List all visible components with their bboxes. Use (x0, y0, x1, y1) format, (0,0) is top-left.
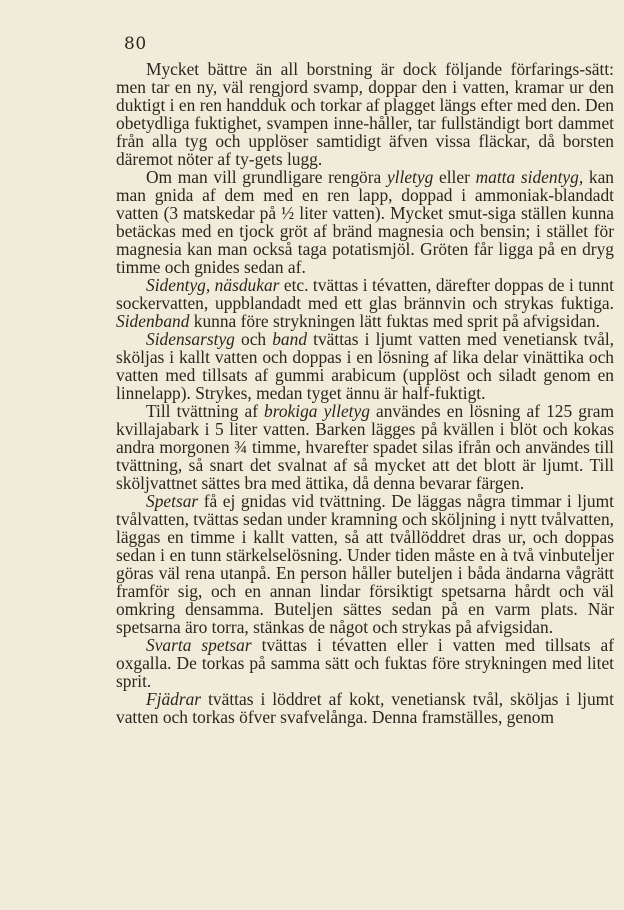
italic-term: ylletyg (386, 167, 434, 187)
text-segment: Om man vill grundligare rengöra (146, 167, 387, 187)
text-segment: få ej gnidas vid tvättning. De läggas några timmar i ljumt tvålvatten, tvättas sedan under kramning och sköljning i nytt tvålvatten, läggas en timme i kallt vatten, så att tvållöddret dras ur, och doppas sedan i en tunn stärkelselösning. Under tiden måste en à två vinbuteljer göras väl rena utanpå. En person håller buteljen i båda ändarna vågrätt framför sig, och en annan lindar försiktigt spetsarna hårdt och väl omkring densamma. Buteljen sättes sedan på en varm plats. När spetsarna äro torra, stänkas de något och strykas på afvigsidan. (116, 491, 614, 637)
text-segment: kan man gnida af dem med en ren lapp, doppad i ammoniak-blandadt vatten (3 matskedar på ½ liter vatten). Mycket smut-siga ställen kunna betäckas med en tjock gröt af bränd magnesia och bensin; i stället för magnesia kan man också taga potatismjöl. Gröten får ligga på en dryg timme och gnides sedan af. (116, 167, 614, 277)
page-number: 80 (124, 34, 147, 54)
text-segment: eller (433, 167, 476, 187)
text-segment: Mycket bättre än all borstning är dock följande förfarings-sätt: men tar en ny, väl rengjord svamp, doppar den i vatten, kramar ur den duktigt i en ren handduk och torkar af plagget längs efter med den. Den obetydliga fuktighet, svampen inne-håller, tar fullständigt bort dammet från alla tyg och upplöser samtidigt äfven vissa fläckar, då borsten däremot nöter af ty-gets lugg. (116, 59, 614, 169)
italic-term: Sidentyg, näsdukar (146, 275, 280, 295)
italic-term: Fjädrar (146, 689, 202, 709)
paragraph-1 (116, 60, 614, 168)
text-segment: kunna före strykningen lätt fuktas med sprit på afvigsidan. (189, 311, 600, 331)
paragraph-8 (116, 690, 614, 726)
italic-term: brokiga ylletyg (264, 401, 370, 421)
text-segment: tvättas i ljumt vatten med venetiansk tvål, sköljas i kallt vatten och doppas i en lösning af lika delar vinättika och vatten med tillsats af gummi arabicum (upplöst och siladt genom en linnelapp). Strykes, medan tyget ännu är half-fuktigt. (116, 329, 614, 403)
text-segment: tvättas i tévatten eller i vatten med tillsats af oxgalla. De torkas på samma sätt och fuktas före strykningen med litet sprit. (116, 635, 614, 691)
italic-term: band (272, 329, 308, 349)
italic-term: Sidensarstyg (146, 329, 235, 349)
paragraph-7 (116, 636, 614, 690)
body-text (116, 60, 614, 726)
text-segment: Till tvättning af (146, 401, 265, 421)
text-segment: etc. tvättas i tévatten, därefter doppas de i tunnt sockervatten, uppblandadt med ett glas brännvin och strykas fuktiga. (116, 275, 615, 313)
paragraph-2 (116, 168, 614, 276)
italic-term: matta sidentyg, (475, 167, 584, 187)
paragraph-5 (116, 402, 614, 492)
text-segment: och (234, 329, 273, 349)
italic-term: Sidenband (116, 311, 190, 331)
italic-term: Svarta spetsar (146, 635, 252, 655)
text-segment: tvättas i löddret af kokt, venetiansk tvål, sköljas i ljumt vatten och torkas öfver svafvelånga. Denna framställes, genom (116, 689, 614, 727)
paragraph-6 (116, 492, 614, 636)
italic-term: Spetsar (146, 491, 199, 511)
paragraph-3 (116, 276, 614, 330)
paragraph-4 (116, 330, 614, 402)
text-segment: användes en lösning af 125 gram kvillajabark i 5 liter vatten. Barken lägges på kvällen i blöt och kokas andra morgonen ¾ timme, hvarefter spadet silas ifrån och användes till tvättning, så snart det svalnat af så mycket att det blott är ljumt. Till sköljvattnet sättes bra med ättika, då denna bevarar färgen. (116, 401, 614, 493)
